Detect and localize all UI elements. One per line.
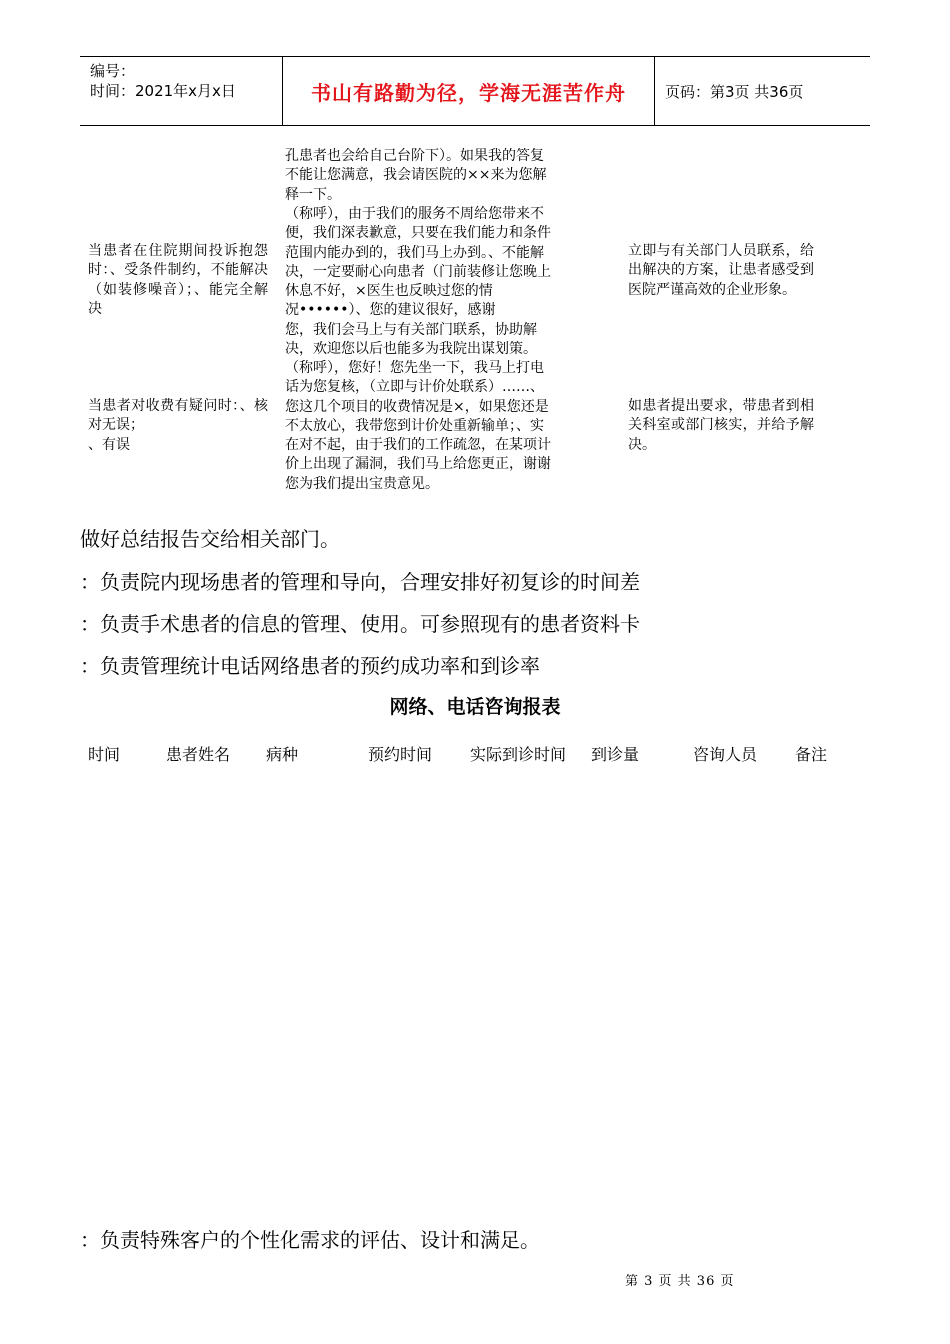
doc-date-label: 时间：2021年x月x日	[90, 82, 236, 100]
table-row-2-response: （称呼），由于我们的服务不周给您带来不 便，我们深表歉意，只要在我们能力和条件 范围内能办到的，我们马上办到。、不能解 决，一定要耐心向患者（门前装修让您晚上 休息不好，×医生也反映过您的情 况••••••）、您的建议很好，感谢 您，我们会马上与有关部门联系，协助解 决，欢迎您以后也能多为我院出谋划策。	[285, 206, 551, 358]
report-column-patient-name: 患者姓名	[166, 745, 231, 764]
report-column-visit-count: 到诊量	[591, 745, 640, 764]
paragraph-duty-onsite: ：负责院内现场患者的管理和导向，合理安排好初复诊的时间差	[80, 570, 640, 594]
table-row-1-response: 孔患者也会给自己台阶下）。如果我的答复 不能让您满意，我会请医院的××来为您解 释一下。	[285, 148, 547, 203]
header-motto: 书山有路勤为径，学海无涯苦作舟	[282, 57, 655, 125]
page-header	[80, 56, 870, 126]
paragraph-duty-surgery: ：负责手术患者的信息的管理、使用。可参照现有的患者资料卡	[80, 612, 640, 636]
header-page-info: 页码：第3页 共36页	[665, 82, 804, 101]
report-column-remarks: 备注	[795, 745, 828, 764]
header-meta	[80, 57, 282, 125]
page-footer: 第 3 页 共 36 页	[625, 1274, 735, 1289]
table-row-3-situation: 当患者对收费有疑问时：、核对无误； 、有误	[88, 398, 268, 453]
report-title: 网络、电话咨询报表	[389, 696, 561, 718]
table-row-2-situation: 当患者在住院期间投诉抱怨时：、受条件制约，不能解决（如装修噪音）；、能完全解决	[88, 243, 268, 317]
table-row-2-action: 立即与有关部门人员联系，给出解决的方案，让患者感受到医院严谨高效的企业形象。	[628, 243, 814, 298]
table-row-3-response: （称呼），您好！您先坐一下，我马上打电 话为您复核，（立即与计价处联系）……、 您这几个项目的收费情况是×，如果您还是 不太放心，我带您到计价处重新输单；、实 在对不起，由于我们的工作疏忽，在某项计 价上出现了漏洞，我们马上给您更正，谢谢 您为我们提出宝贵意见。	[285, 360, 551, 492]
report-column-actual-visit-time: 实际到诊时间	[470, 745, 567, 764]
paragraph-special-clients: ：负责特殊客户的个性化需求的评估、设计和满足。	[80, 1228, 540, 1252]
report-column-consultant: 咨询人员	[693, 745, 758, 764]
doc-number-label: 编号：	[90, 62, 136, 80]
paragraph-duty-statistics: ：负责管理统计电话网络患者的预约成功率和到诊率	[80, 654, 540, 678]
report-column-appointment-time: 预约时间	[368, 745, 433, 764]
table-row-3-action: 如患者提出要求，带患者到相关科室或部门核实，并给予解决。	[628, 398, 814, 453]
report-column-time: 时间	[88, 745, 121, 764]
paragraph-summary: 做好总结报告交给相关部门。	[80, 527, 340, 551]
report-column-disease: 病种	[266, 745, 299, 764]
